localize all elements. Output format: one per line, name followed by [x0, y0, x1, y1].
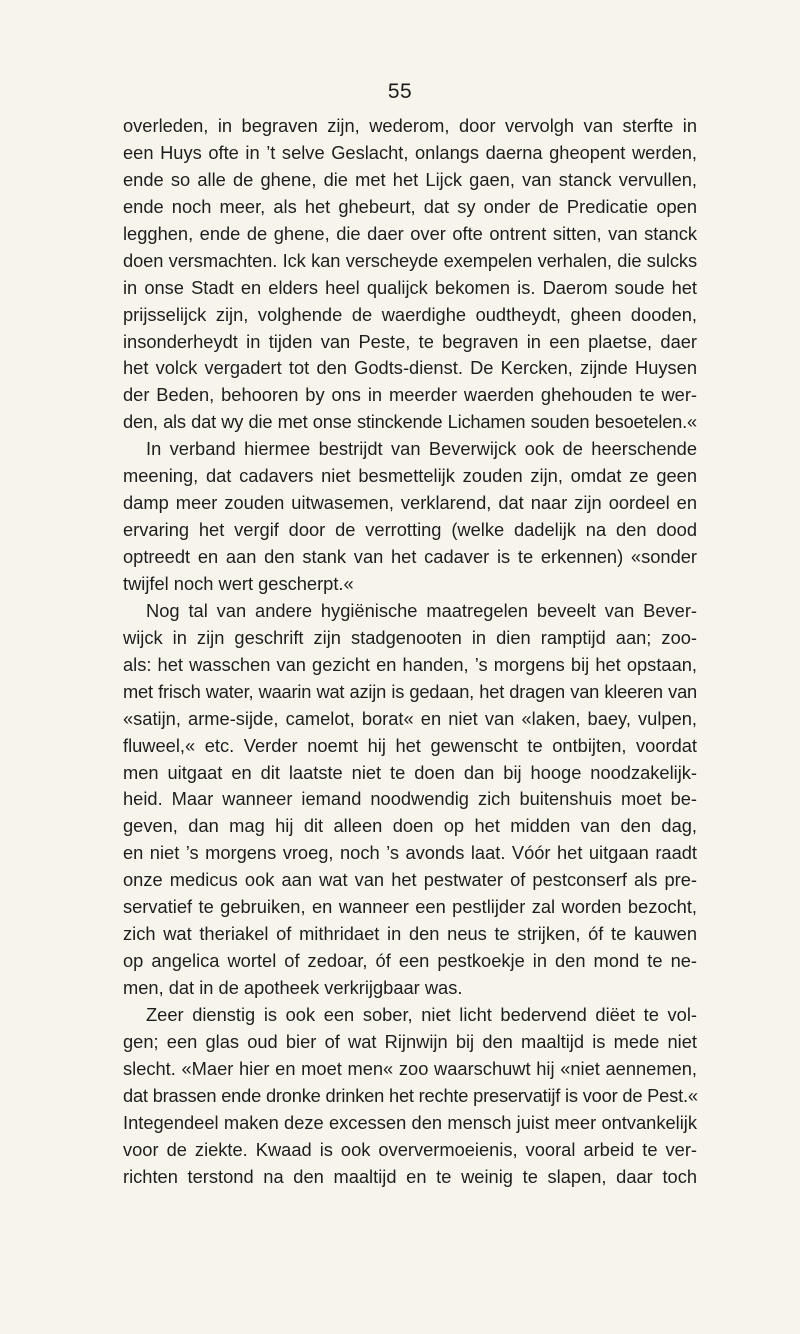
text-line: den, als dat wy die met onse stinckende Lichamen souden besoetelen.« — [123, 411, 697, 433]
text-line: optreedt en aan den stank van het cadaver is te erkennen) «sonder — [123, 546, 697, 567]
paragraph-start-line: Nog tal van andere hygiënische maatregelen beveelt van Bever- — [146, 599, 697, 621]
text-line: doen versmachten. Ick kan verscheyde exempelen verhalen, die sulcks — [123, 249, 697, 271]
text-line: het volck vergadert tot den Godts-dienst. De Kercken, zijnde Huysen — [123, 357, 697, 379]
text-line: fluweel,« etc. Verder noemt hij het gewenscht te ontbijten, voordat — [123, 734, 697, 756]
text-line: legghen, ende de ghene, die daer over ofte ontrent sitten, van stanck — [123, 222, 697, 244]
text-line: damp meer zouden uitwasemen, verklarend, dat naar zijn oordeel en — [123, 492, 697, 514]
text-line: meening, dat cadavers niet besmettelijk zouden zijn, omdat ze geen — [123, 465, 697, 487]
text-line: voor de ziekte. Kwaad is ook oververmoeienis, vooral arbeid te ver- — [123, 1138, 697, 1160]
body-text — [123, 113, 697, 1191]
text-line: gen; een glas oud bier of wat Rijnwijn bij den maaltijd is mede niet — [123, 1030, 697, 1052]
text-line: en niet ’s morgens vroeg, noch ’s avonds laat. Vóór het uitgaan raadt — [123, 842, 697, 864]
text-line: een Huys ofte in ’t selve Geslacht, onlangs daerna gheopent werden, — [123, 141, 697, 163]
paragraph-start-line: In verband hiermee bestrijdt van Beverwijck ook de heerschende — [146, 438, 697, 460]
text-line: heid. Maar wanneer iemand noodwendig zich buitenshuis moet be- — [123, 788, 697, 810]
text-line: op angelica wortel of zedoar, óf een pestkoekje in den mond te ne- — [123, 950, 697, 972]
text-line: men, dat in de apotheek verkrijgbaar was. — [123, 977, 463, 998]
text-line: men uitgaat en dit laatste niet te doen dan bij hooge noodzakelijk- — [123, 761, 697, 783]
text-line: richten terstond na den maaltijd en te weinig te slapen, daar toch — [123, 1165, 697, 1187]
text-line: der Beden, behooren by ons in meerder waerden ghehouden te wer- — [123, 384, 697, 406]
text-line: prijsselijck zijn, volghende de waerdighe oudtheydt, gheen dooden, — [123, 303, 697, 325]
text-line: onze medicus ook aan wat van het pestwater of pestconserf als pre- — [123, 869, 697, 891]
text-line: insonderheydt in tijden van Peste, te begraven in een plaetse, daer — [123, 330, 697, 352]
text-line: «satijn, arme-sijde, camelot, borat« en niet van «laken, baey, vulpen, — [123, 707, 697, 729]
text-line: ende noch meer, als het ghebeurt, dat sy onder de Predicatie open — [123, 195, 697, 217]
page-number: 55 — [387, 80, 413, 103]
text-line: slecht. «Maer hier en moet men« zoo waarschuwt hij «niet aennemen, — [123, 1057, 697, 1079]
text-line: Integendeel maken deze excessen den mensch juist meer ontvankelijk — [123, 1111, 697, 1133]
text-line: servatief te gebruiken, en wanneer een pestlijder zal worden bezocht, — [123, 896, 697, 918]
text-line: twijfel noch wert gescherpt.« — [123, 572, 354, 594]
text-line: ervaring het vergif door de verrotting (welke dadelijk na den dood — [123, 519, 697, 541]
text-line: overleden, in begraven zijn, wederom, door vervolgh van sterfte in — [123, 115, 697, 136]
text-line: geven, dan mag hij dit alleen doen op het midden van den dag, — [123, 815, 697, 837]
paragraph-start-line: Zeer dienstig is ook een sober, niet licht bedervend diëet te vol- — [146, 1003, 697, 1025]
text-line: dat brassen ende dronke drinken het rechte preservatijf is voor de Pest.« — [123, 1084, 698, 1106]
text-line: met frisch water, waarin wat azijn is gedaan, het dragen van kleeren van — [123, 680, 697, 702]
text-line: ende so alle de ghene, die met het Lijck gaen, van stanck vervullen, — [123, 168, 697, 190]
text-line: wijck in zijn geschrift zijn stadgenooten in dien ramptijd aan; zoo- — [123, 626, 697, 648]
text-line: zich wat theriakel of mithridaet in den neus te strijken, óf te kauwen — [123, 923, 697, 945]
text-line: in onse Stadt en elders heel qualijck bekomen is. Daerom soude het — [123, 276, 697, 298]
text-line: als: het wasschen van gezicht en handen, ’s morgens bij het opstaan, — [123, 653, 697, 675]
